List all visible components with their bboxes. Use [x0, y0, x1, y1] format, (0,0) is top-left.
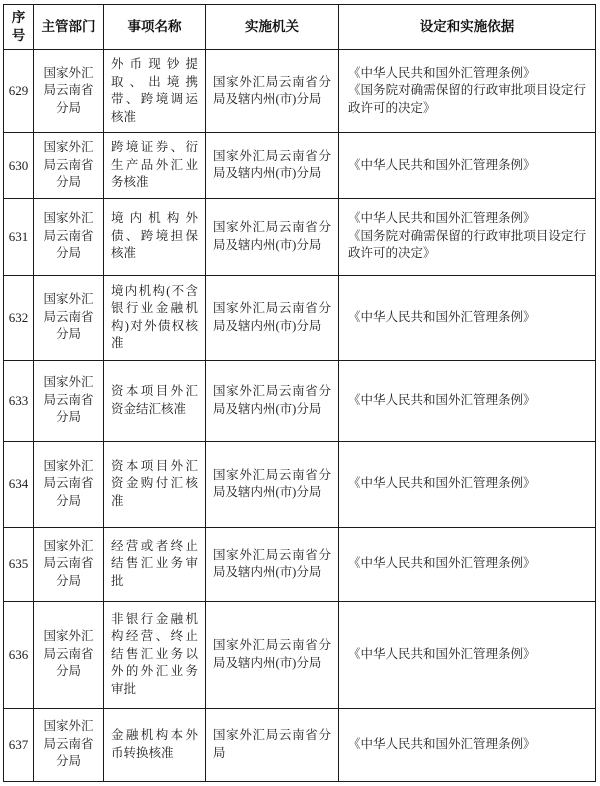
cell-department: 国家外汇局云南省分局 — [34, 275, 104, 360]
basis-entry: 《中华人民共和国外汇管理条例》 — [348, 309, 536, 324]
cell-basis — [339, 198, 596, 275]
basis-entry: 《中华人民共和国外汇管理条例》 — [348, 211, 536, 226]
col-header-agency: 实施机关 — [206, 5, 339, 50]
table-row — [4, 360, 596, 441]
cell-item-name: 外币现钞提取、出境携带、跨境调运核准 — [104, 50, 206, 133]
cell-agency: 国家外汇局云南省分局 — [206, 708, 339, 781]
basis-entry: 《国务院对确需保留的行政审批项目设定行政许可的决定》 — [348, 83, 586, 115]
cell-basis — [339, 601, 596, 708]
cell-agency: 国家外汇局云南省分局及辖内州(市)分局 — [206, 275, 339, 360]
table-row — [4, 527, 596, 601]
cell-item-name: 境内机构(不含银行业金融机构)对外债权核准 — [104, 275, 206, 360]
header-row — [4, 5, 596, 50]
cell-seq-number: 632 — [4, 275, 34, 360]
cell-basis — [339, 275, 596, 360]
cell-item-name: 非银行金融机构经营、终止结售汇业务以外的外汇业务审批 — [104, 601, 206, 708]
cell-seq-number: 634 — [4, 441, 34, 527]
cell-agency: 国家外汇局云南省分局及辖内州(市)分局 — [206, 360, 339, 441]
cell-department: 国家外汇局云南省分局 — [34, 527, 104, 601]
table-row — [4, 601, 596, 708]
basis-entry: 《国务院对确需保留的行政审批项目设定行政许可的决定》 — [348, 228, 586, 261]
basis-entry: 《中华人民共和国外汇管理条例》 — [348, 65, 536, 80]
basis-entry: 《中华人民共和国外汇管理条例》 — [348, 556, 536, 571]
table-row — [4, 441, 596, 527]
col-header-seq-number: 序号 — [4, 5, 34, 50]
cell-item-name: 经营或者终止结售汇业务审批 — [104, 527, 206, 601]
cell-seq-number: 631 — [4, 198, 34, 275]
col-header-basis: 设定和实施依据 — [339, 5, 596, 50]
table-row — [4, 275, 596, 360]
cell-basis — [339, 50, 596, 133]
table-row — [4, 50, 596, 133]
table-row — [4, 133, 596, 199]
basis-entry: 《中华人民共和国外汇管理条例》 — [348, 646, 536, 661]
cell-agency: 国家外汇局云南省分局及辖内州(市)分局 — [206, 50, 339, 133]
cell-item-name: 资本项目外汇资金购付汇核准 — [104, 441, 206, 527]
cell-basis — [339, 360, 596, 441]
cell-seq-number: 635 — [4, 527, 34, 601]
cell-seq-number: 633 — [4, 360, 34, 441]
cell-department: 国家外汇局云南省分局 — [34, 133, 104, 199]
cell-agency: 国家外汇局云南省分局及辖内州(市)分局 — [206, 198, 339, 275]
cell-seq-number: 636 — [4, 601, 34, 708]
cell-department: 国家外汇局云南省分局 — [34, 708, 104, 781]
cell-basis — [339, 133, 596, 199]
cell-item-name: 境内机构外债、跨境担保核准 — [104, 198, 206, 275]
table-body — [4, 50, 596, 782]
cell-agency: 国家外汇局云南省分局及辖内州(市)分局 — [206, 441, 339, 527]
col-header-item-name: 事项名称 — [104, 5, 206, 50]
cell-seq-number: 630 — [4, 133, 34, 199]
cell-seq-number: 637 — [4, 708, 34, 781]
cell-basis — [339, 708, 596, 781]
basis-entry: 《中华人民共和国外汇管理条例》 — [348, 476, 536, 491]
cell-item-name: 金融机构本外币转换核准 — [104, 708, 206, 781]
basis-entry: 《中华人民共和国外汇管理条例》 — [348, 736, 536, 751]
cell-item-name: 跨境证券、衍生产品外汇业务核准 — [104, 133, 206, 199]
cell-department: 国家外汇局云南省分局 — [34, 50, 104, 133]
cell-item-name: 资本项目外汇资金结汇核准 — [104, 360, 206, 441]
basis-entry: 《中华人民共和国外汇管理条例》 — [348, 392, 536, 407]
cell-basis — [339, 441, 596, 527]
cell-agency: 国家外汇局云南省分局及辖内州(市)分局 — [206, 527, 339, 601]
cell-department: 国家外汇局云南省分局 — [34, 360, 104, 441]
cell-agency: 国家外汇局云南省分局及辖内州(市)分局 — [206, 601, 339, 708]
approval-items-table — [3, 4, 596, 782]
cell-department: 国家外汇局云南省分局 — [34, 601, 104, 708]
table-row — [4, 198, 596, 275]
cell-agency: 国家外汇局云南省分局及辖内州(市)分局 — [206, 133, 339, 199]
cell-seq-number: 629 — [4, 50, 34, 133]
cell-department: 国家外汇局云南省分局 — [34, 441, 104, 527]
cell-department: 国家外汇局云南省分局 — [34, 198, 104, 275]
cell-basis — [339, 527, 596, 601]
col-header-department: 主管部门 — [34, 5, 104, 50]
basis-entry: 《中华人民共和国外汇管理条例》 — [348, 157, 536, 172]
table-row — [4, 708, 596, 781]
